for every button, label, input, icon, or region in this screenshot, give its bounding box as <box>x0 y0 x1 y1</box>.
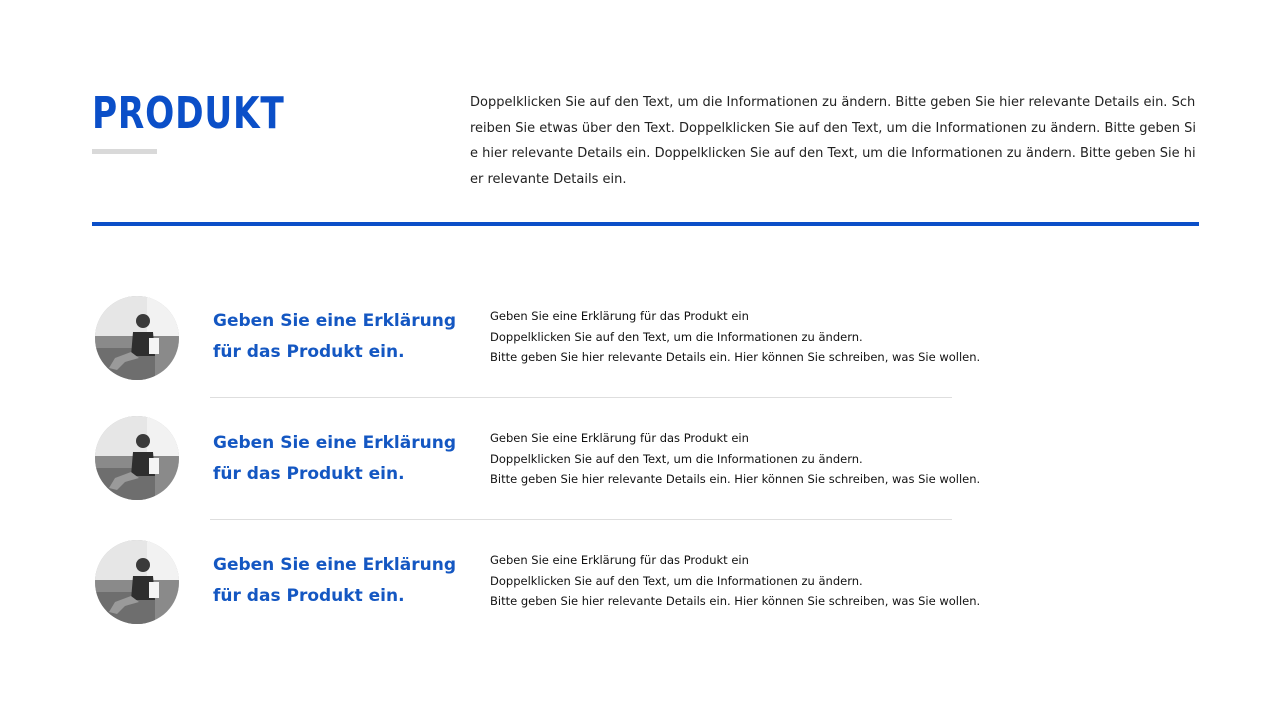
item-description[interactable]: Geben Sie eine Erklärung für das Produkt ein Doppelklicken Sie auf den Text, um die Informationen zu ändern. Bitte geben Sie hier relevante Details ein. Hier können Sie schreiben, was Sie wollen. <box>490 431 981 486</box>
person-sitting-icon <box>95 416 179 500</box>
person-sitting-icon <box>95 296 179 380</box>
item-description[interactable]: Geben Sie eine Erklärung für das Produkt ein Doppelklicken Sie auf den Text, um die Informationen zu ändern. Bitte geben Sie hier relevante Details ein. Hier können Sie schreiben, was Sie wollen. <box>490 309 981 364</box>
item-heading[interactable]: Geben Sie eine Erklärung für das Produkt ein. <box>213 555 456 606</box>
intro-text[interactable]: Doppelklicken Sie auf den Text, um die Informationen zu ändern. Bitte geben Sie hier relevante Details ein. Schreiben Sie etwas über den Text. Doppelklicken Sie auf den Text, um die Informationen zu ändern. Bitte geben Sie hier relevante Details ein. Doppelklicken Sie auf den Text, um die Informationen zu ändern. Bitte geben Sie hier relevante Details ein. <box>470 95 1197 187</box>
item-separator <box>210 519 952 520</box>
item-description[interactable]: Geben Sie eine Erklärung für das Produkt ein Doppelklicken Sie auf den Text, um die Informationen zu ändern. Bitte geben Sie hier relevante Details ein. Hier können Sie schreiben, was Sie wollen. <box>490 553 981 608</box>
section-divider <box>92 222 1199 226</box>
title-underline <box>92 149 157 154</box>
item-separator <box>210 397 952 398</box>
person-sitting-icon <box>95 540 179 624</box>
item-heading[interactable]: Geben Sie eine Erklärung für das Produkt ein. <box>213 311 456 362</box>
page-title[interactable]: PRODUKT <box>92 88 285 139</box>
person-photo <box>95 416 179 500</box>
person-photo <box>95 296 179 380</box>
item-heading[interactable]: Geben Sie eine Erklärung für das Produkt ein. <box>213 433 456 484</box>
person-photo <box>95 540 179 624</box>
